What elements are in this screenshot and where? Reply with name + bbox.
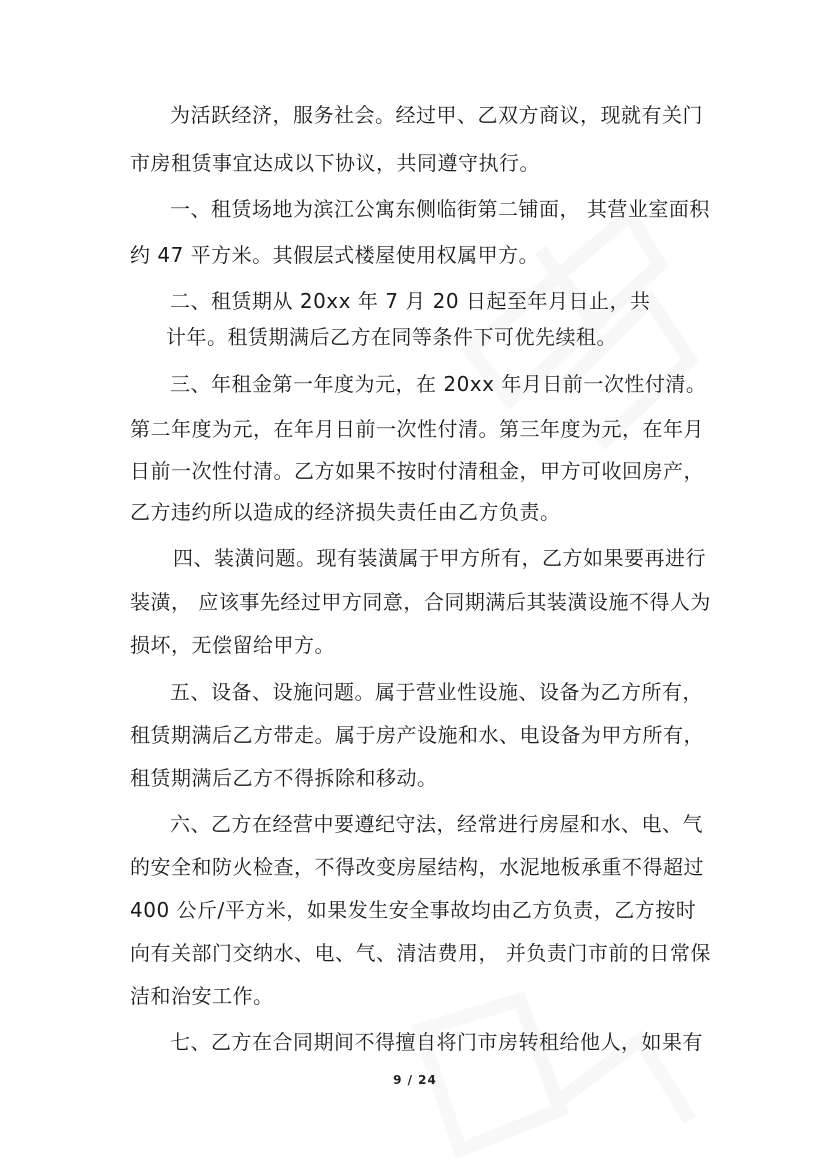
text-line-21: 洁和治安工作。: [130, 984, 274, 1008]
text-line-4: 约 47 平方米。其假层式楼屋使用权属甲方。: [130, 243, 540, 267]
text-line-19: 400 公斤/平方米，如果发生安全事故均由乙方负责，乙方按时: [130, 898, 697, 922]
text-line-8: 第二年度为元，在年月日前一次性付清。第三年度为元，在年月: [130, 417, 704, 441]
text-line-14: 五、设备、设施问题。属于营业性设施、设备为乙方所有，: [170, 680, 703, 704]
text-line-9: 日前一次性付清。乙方如果不按时付清租金，甲方可收回房产，: [130, 459, 704, 483]
text-line-18: 的安全和防火检查，不得改变房屋结构，水泥地板承重不得超过: [130, 855, 704, 879]
text-line-1: 为活跃经济，服务社会。经过甲、乙双方商议，现就有关门: [170, 103, 703, 127]
text-line-22: 七、乙方在合同期间不得擅自将门市房转租给他人，如果有: [170, 1030, 703, 1054]
text-line-20: 向有关部门交纳水、电、气、清洁费用， 并负责门市前的日常保: [130, 941, 711, 965]
text-line-6: 计年。租赁期满后乙方在同等条件下可优先续租。: [166, 325, 617, 349]
text-line-17: 六、乙方在经营中要遵纪守法，经常进行房屋和水、电、气: [170, 812, 703, 836]
text-line-5: 二、租赁期从 20xx 年 7 月 20 日起至年月日止，共: [170, 289, 651, 313]
text-line-16: 租赁期满后乙方不得拆除和移动。: [130, 766, 438, 790]
page-number: 9 / 24: [393, 1073, 437, 1087]
text-line-12: 装潢， 应该事先经过甲方同意，合同期满后其装潢设施不得人为: [130, 590, 711, 614]
text-line-2: 市房租赁事宜达成以下协议，共同遵守执行。: [130, 151, 540, 175]
text-line-11: 四、装潢问题。现有装潢属于甲方所有，乙方如果要再进行: [173, 546, 706, 570]
text-line-10: 乙方违约所以造成的经济损失责任由乙方负责。: [130, 500, 561, 524]
text-line-15: 租赁期满后乙方带走。属于房产设施和水、电设备为甲方所有，: [130, 723, 704, 747]
text-line-13: 损坏，无偿留给甲方。: [130, 633, 335, 657]
text-line-3: 一、租赁场地为滨江公寓东侧临街第二铺面， 其营业室面积: [170, 197, 710, 221]
text-line-7: 三、年租金第一年度为元，在 20xx 年月日前一次性付清。: [170, 372, 707, 396]
